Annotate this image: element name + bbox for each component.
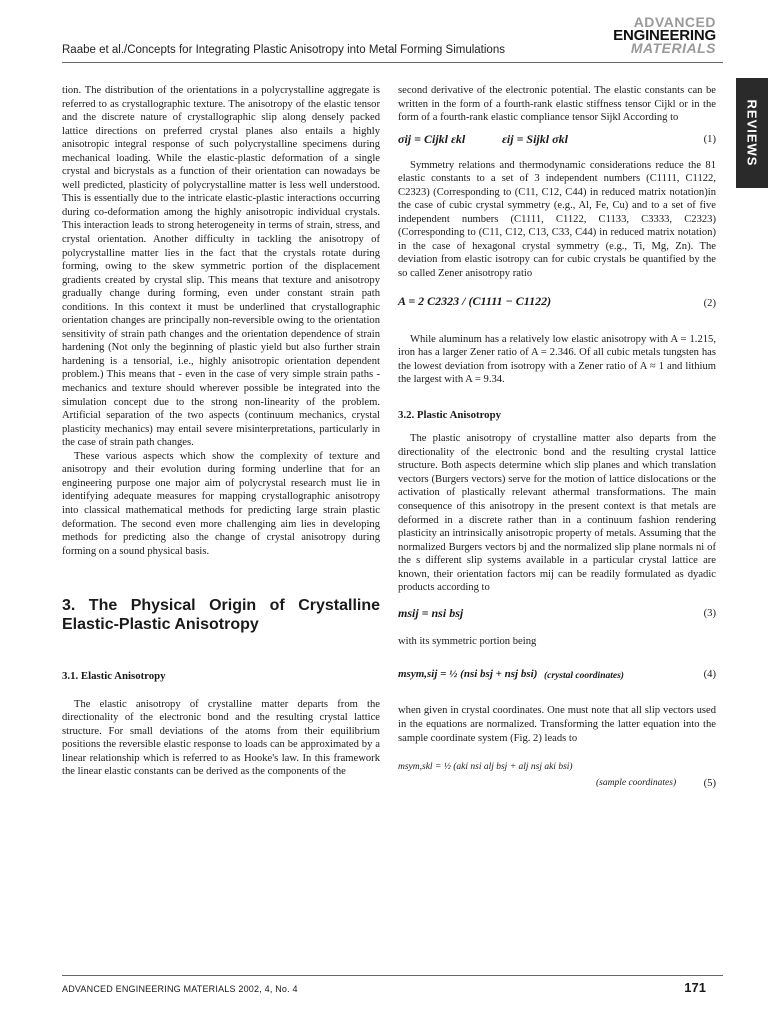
equation-3-orientation-factor: msij = nsi bsj — [398, 605, 464, 620]
equation-1 — [398, 129, 716, 155]
header-rule — [62, 62, 723, 63]
equation-3-number: (3) — [703, 607, 716, 619]
running-title: Raabe et al./Concepts for Integrating Plastic Anisotropy into Metal Forming Simulations — [62, 44, 505, 56]
right-paragraph-5: with its symmetric portion being — [398, 635, 537, 647]
logo-line-advanced: ADVANCED — [633, 14, 716, 30]
equation-4-symmetric: msym,sij = ½ (nsi bsj + nsj bsi) — [398, 668, 538, 681]
section-3-title: 3. The Physical Origin of Crystalline Elastic-Plastic Anisotropy — [62, 597, 380, 634]
right-paragraph-2: Symmetry relations and thermodynamic considerations reduce the 81 elastic constants to a set of 3 independent numbers (C1111, C1122, C2323) (Corresponding to (C11, C12, C44) in reduced matrix notation)in the case of cubic crystal symmetry (e.g., Al, Fe, Cu) and to a set of five independent numbers (C1111, C1122, C1133, C3333, C2323) (Corresponding to (C11, C12, C13, C33, C44) in reduced matrix notation) in the case of hexagonal crystal symmetry (e.g., Ti, Mg, Zn). The deviation from elastic isotropy can for cubic crystals be quantified by the so called Zener anisotropy ratio — [398, 159, 716, 280]
footer-journal: ADVANCED ENGINEERING MATERIALS 2002, 4, No. 4 — [62, 984, 298, 994]
equation-1-number: (1) — [703, 133, 716, 145]
logo-line-engineering: ENGINEERING — [613, 27, 716, 44]
left-paragraph-3: The elastic anisotropy of crystalline matter departs from the directionality of the electronic bond and the resulting crystal lattice structure. For small deviations of the atoms from their equilibrium positions the reversible elastic response to loads can be approximated by a linear relationship which is referred to as Hooke's law. In this framework the linear elastic constants can be derived as the components of the — [62, 698, 380, 778]
left-column — [62, 84, 380, 779]
equation-4-number: (4) — [703, 669, 716, 681]
footer-rule — [62, 975, 723, 976]
equation-5-note: (sample coordinates) — [596, 778, 677, 789]
equation-4 — [398, 660, 716, 696]
equation-4-note: (crystal coordinates) — [544, 671, 624, 682]
equation-1-stiffness: σij = Cijkl εkl — [398, 131, 466, 146]
right-paragraph-6: when given in crystal coordinates. One must note that all slip vectors used in the equations are normalized. Transforming the latter equation into the sample coordinate system (Fig. 2) leads to — [398, 705, 716, 744]
right-paragraph-3: While aluminum has a relatively low elastic anisotropy with A = 1.215, iron has a larger Zener ratio of A = 2.346. Of all cubic metals tungsten has the lowest deviation from isotropy with a Zener ratio of A ≈ 1 and lithium the largest with A = 9.34. — [398, 333, 716, 386]
section-tab — [736, 78, 768, 188]
right-column — [398, 84, 716, 790]
equation-5 — [398, 753, 716, 790]
left-paragraph-1: tion. The distribution of the orientations in a polycrystalline aggregate is referred to as crystallographic texture. The anisotropy of the elastic tensor and the discrete nature of crystallographic slip along densely packed lattice directions on preferred crystal planes also entails a highly anisotropic integral response of such polycrystalline specimens during mechanical loading. While the elastic-plastic deformation of a single crystal and bicrystals as a function of their orientation can nowadays be well predicted, plasticity of polycrystalline matter is less well understood. This is essentially due to the intricate elastic-plastic interactions occurring during co-deformation among the highly anisotropic individual crystals. This interaction leads to strong heterogeneity in terms of strain, stress, and crystal orientation. Another difficulty in tackling the anisotropy of polycrystalline matter lies in the fact that the crystals rotate during forming, owing to the skew symmetric portion of the displacement gradients created by crystal slip. This means that texture and anisotropy gradually change during forming, even under constant strain path conditions. In this context it must be underlined that crystallographic orientation changes are principally non-reversible owing to the orientation sensitivity of strain path changes and the orientation dependence of strain hardening (Not only the beginning of plastic yield but also further strain hardening is a tensorial, i.e., highly anisotropic orientation dependent problem.) This means that - even in the case of very simple strain paths - mechanics and texture should wherever possible be integrated into the simulation concept due to the strong non-linearity of the problem. Artificial separation of the two aspects (continuum mechanics, crystal plasticity mechanics) may entail severe misinterpretations, particularly in the case of strain path changes. — [62, 85, 380, 449]
subsection-3-1-title: 3.1. Elastic Anisotropy — [62, 670, 166, 683]
logo-line-materials: MATERIALS — [630, 40, 716, 56]
equation-2 — [398, 287, 716, 323]
right-paragraph-4: The plastic anisotropy of crystalline matter also departs from the directionality of the electronic bond and the resulting crystal lattice structure. Both aspects determine which slip planes and which translation vectors (Burgers vectors) serve for the motion of lattice dislocations or the activation of plastically relevant athermal transformations. The main consequence of this anisotropy in the present context is that metals are deformed in a discrete rather than in a continuum fashion rendering plasticity an intrinsically anisotropic property of metals. Assuming that the normalized Burgers vectors bj and the normalized slip plane normals ni of the s different slip systems available in a particular crystal lattice are known, their orientation factors mij can be readily formulated as dyadic products according to — [398, 433, 716, 594]
equation-2-zener: A = 2 C2323 / (C1111 − C1122) — [398, 293, 552, 308]
page-number: 171 — [684, 980, 706, 995]
equation-3 — [398, 603, 716, 629]
equation-2-number: (2) — [703, 297, 716, 309]
section-tab-label: REVIEWS — [744, 99, 760, 167]
left-paragraph-2: These various aspects which show the complexity of texture and anisotropy and their evolution during forming underline that for an engineering purpose one major aim of polycrystal research must lie in identifying adequate measures for mapping crystallographic anisotropy into classical mathematical methods for predicting large strain plastic deformation. The second even more challenging aim lies in developing methods for predicting also the change of crystal anisotropy during forming on a sound physical basis. — [62, 450, 380, 557]
journal-logo — [613, 16, 716, 55]
equation-5-sample: msym,skl = ½ (aki nsi alj bsj + alj nsj aki bsi) — [398, 762, 573, 773]
equation-1-compliance: εij = Sijkl σkl — [502, 131, 568, 146]
right-paragraph-1: second derivative of the electronic potential. The elastic constants can be written in the form of a fourth-rank elastic stiffness tensor Cijkl or in the form of a fourth-rank elastic compliance tensor Sijkl According to — [398, 85, 716, 124]
subsection-3-2-title: 3.2. Plastic Anisotropy — [398, 408, 501, 421]
equation-5-number: (5) — [703, 778, 716, 790]
